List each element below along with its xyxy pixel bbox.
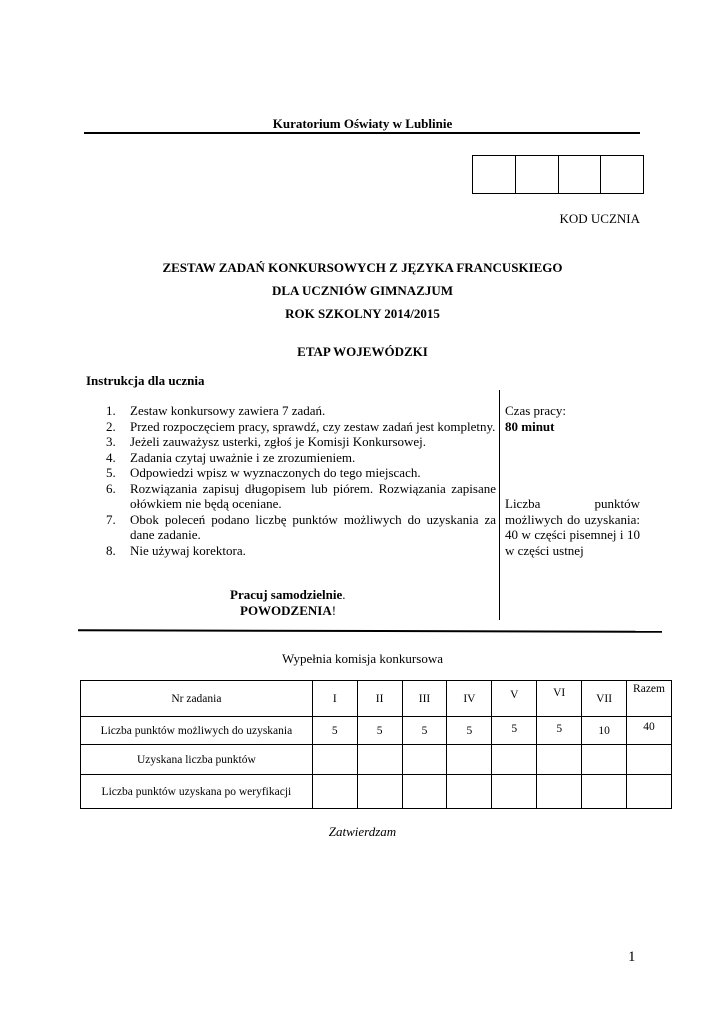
table-cell[interactable] — [447, 745, 492, 775]
item-text: Przed rozpoczęciem pracy, sprawdź, czy zestaw zadań jest kompletny. — [130, 418, 496, 434]
item-text: Rozwiązania zapisuj długopisem lub piórem. Rozwiązania zapisane ołówkiem nie będą oceniane. — [130, 480, 496, 511]
list-item — [106, 481, 496, 512]
table-row — [81, 775, 672, 809]
item-text: Zestaw konkursowy zawiera 7 zadań. — [130, 403, 326, 418]
table-cell: 5 — [312, 717, 357, 745]
list-item — [106, 434, 496, 450]
table-cell[interactable] — [447, 775, 492, 809]
column-header: Razem — [627, 681, 672, 717]
closing-good-luck-punct: ! — [331, 603, 337, 618]
list-item — [106, 450, 496, 466]
table-cell[interactable] — [312, 775, 357, 809]
table-header-row — [81, 681, 672, 717]
code-box[interactable] — [516, 156, 559, 193]
table-cell[interactable] — [492, 745, 537, 775]
closing-work-alone-punct: . — [342, 587, 346, 602]
column-header: II — [357, 681, 402, 717]
table-cell[interactable] — [537, 745, 582, 775]
code-box[interactable] — [601, 156, 643, 193]
table-row — [81, 717, 672, 745]
closing-work-alone — [230, 587, 346, 603]
approval-label: Zatwierdzam — [328, 824, 397, 839]
column-header: III — [402, 681, 447, 717]
column-header: VI — [537, 681, 582, 717]
table-cell: 5 — [447, 717, 492, 745]
table-cell[interactable] — [582, 775, 627, 809]
work-time-value: 80 minut — [505, 418, 555, 434]
student-code-boxes[interactable] — [472, 155, 644, 194]
table-cell: 40 — [627, 717, 672, 745]
instructions-heading: Instrukcja dla ucznia — [86, 373, 205, 388]
row-label: Liczba punktów możliwych do uzyskania — [81, 717, 313, 745]
list-item — [106, 419, 496, 435]
table-cell: 5 — [357, 717, 402, 745]
closing-good-luck — [240, 603, 336, 619]
column-header: VII — [582, 681, 627, 717]
item-number: 4. — [106, 449, 116, 465]
table-cell: 5 — [492, 717, 537, 745]
score-table — [80, 680, 672, 809]
table-cell[interactable] — [357, 745, 402, 775]
column-header: IV — [447, 681, 492, 717]
student-code-label: KOD UCZNIA — [559, 211, 640, 226]
table-cell: 5 — [537, 717, 582, 745]
closing-work-alone-text: Pracuj samodzielnie — [230, 587, 343, 602]
list-item — [106, 512, 496, 543]
column-divider — [499, 390, 500, 620]
section-rule — [78, 629, 662, 633]
title-line-2: DLA UCZNIÓW GIMNAZJUM — [271, 283, 454, 298]
item-text: Obok poleceń podano liczbę punktów możliwych do uzyskania za dane zadanie. — [130, 511, 496, 542]
points-info: Liczba punktów możliwych do uzyskania: 40 w części pisemnej i 10 w części ustnej — [505, 496, 640, 558]
table-cell[interactable] — [627, 775, 672, 809]
row-label: Liczba punktów uzyskana po weryfikacji — [81, 775, 313, 809]
column-header: V — [492, 681, 537, 717]
table-cell[interactable] — [402, 745, 447, 775]
table-cell: 10 — [582, 717, 627, 745]
header-rule — [84, 132, 640, 134]
row-label: Uzyskana liczba punktów — [81, 745, 313, 775]
stage-title: ETAP WOJEWÓDZKI — [297, 344, 428, 359]
item-number: 2. — [106, 418, 116, 434]
item-number: 3. — [106, 434, 116, 449]
item-text: Nie używaj korektora. — [130, 542, 246, 558]
code-box[interactable] — [559, 156, 602, 193]
item-number: 5. — [106, 465, 116, 480]
page-number: 1 — [628, 949, 636, 965]
list-item — [106, 543, 496, 559]
table-cell[interactable] — [492, 775, 537, 809]
table-cell[interactable] — [582, 745, 627, 775]
title-line-1: ZESTAW ZADAŃ KONKURSOWYCH Z JĘZYKA FRANCUSKIEGO — [162, 260, 563, 275]
work-time-label: Czas pracy: — [505, 403, 567, 418]
item-number: 8. — [106, 542, 116, 558]
table-cell[interactable] — [402, 775, 447, 809]
title-line-3: ROK SZKOLNY 2014/2015 — [285, 306, 440, 321]
table-cell[interactable] — [627, 745, 672, 775]
table-cell[interactable] — [357, 775, 402, 809]
closing-good-luck-text: POWODZENIA — [240, 603, 332, 618]
list-item — [106, 403, 496, 419]
item-number: 7. — [106, 511, 116, 527]
item-text: Jeżeli zauważysz usterki, zgłoś je Komisji Konkursowej. — [130, 434, 427, 449]
header-label: Nr zadania — [81, 681, 313, 717]
work-time-block — [505, 403, 640, 434]
item-text: Zadania czytaj uważnie i ze zrozumieniem. — [130, 449, 356, 465]
column-header: I — [312, 681, 357, 717]
list-item — [106, 465, 496, 481]
institution-title: Kuratorium Oświaty w Lublinie — [272, 116, 453, 131]
code-box[interactable] — [473, 156, 516, 193]
committee-label: Wypełnia komisja konkursowa — [282, 651, 443, 666]
table-row — [81, 745, 672, 775]
item-number: 1. — [106, 403, 116, 418]
table-cell: 5 — [402, 717, 447, 745]
table-cell[interactable] — [312, 745, 357, 775]
table-cell[interactable] — [537, 775, 582, 809]
item-number: 6. — [106, 480, 116, 496]
instructions-list — [106, 403, 496, 558]
item-text: Odpowiedzi wpisz w wyznaczonych do tego miejscach. — [130, 465, 421, 480]
